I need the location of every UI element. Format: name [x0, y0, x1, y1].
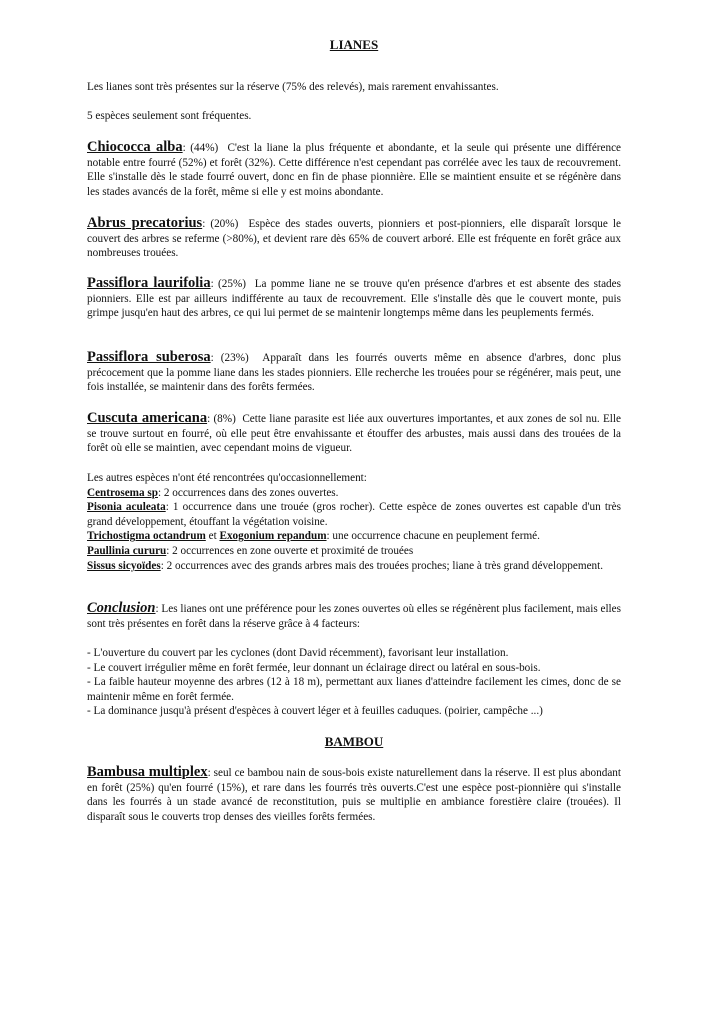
species-text: Espèce des stades ouverts, pionniers et post-pionniers, elle disparaît lorsque le couvert des arbres se referme (>80%), et devient rare dès 65% de couvert arboré. Elle est fréquente en forêt grâce aux nombreuses trouées.: [87, 218, 621, 260]
lianes-title: LIANES: [329, 37, 379, 52]
species-paragraph: [87, 276, 621, 321]
other-species-item: Pisonia aculeata: 1 occurrence dans une trouée (gros rocher). Cette espèce de zones ouvertes est capable d'un très grand développement, étouffant la végétation voisine.: [87, 501, 621, 528]
species-paragraph: [87, 350, 621, 395]
conclusion-points: [87, 646, 621, 719]
other-species-name: Paullinia cururu: [87, 544, 167, 557]
species-text: Cette liane parasite est liée aux ouvertures importantes, et aux zones de sol nu. Elle se trouve surtout en fourré, où elle peut être envahissante et étouffer des arbustes, mais aussi dans des trouées de la forêt où elle se maintien, avec cependant moins de vigueur.: [87, 413, 621, 455]
other-species-intro: Les autres espèces n'ont été rencontrées qu'occasionnellement:: [87, 472, 367, 484]
conclusion-point: - Le couvert irrégulier même en forêt fermée, leur donnant un éclairage direct ou latéral en sous-bois.: [87, 661, 541, 674]
lianes-intro-2: 5 espèces seulement sont fréquentes.: [87, 110, 252, 122]
species-pct: : (44%): [182, 142, 219, 154]
other-species-item: Sissus sicyoïdes: 2 occurrences avec des grands arbres mais des trouées proches; liane à très grand développement.: [87, 559, 604, 572]
bambou-text: : seul ce bambou nain de sous-bois existe naturellement dans la réserve. Il est plus abondant en forêt (25%) qu'en fourré (15%), et rare dans les fourrés très ouverts.C'est une espèce post-pionnière qui s'installe dans les fourrés à un stade avancé de reconstitution, puis se multiplie en ambiance forestière claire (trouées). Il disparaît sous le couverts trop denses des vieilles forêts fermées.: [87, 767, 621, 823]
conclusion-point: - L'ouverture du couvert par les cyclones (dont David récemment), favorisant leur installation.: [87, 647, 509, 659]
species-pct: : (20%): [202, 218, 239, 230]
species-paragraph: [87, 140, 621, 199]
lianes-intro-1: Les lianes sont très présentes sur la réserve (75% des relevés), mais rarement envahissantes.: [87, 81, 499, 93]
other-species-name: Exogonium repandum: [219, 530, 327, 543]
bambou-paragraph: [87, 765, 621, 824]
other-species-name: Trichostigma octandrum: [87, 530, 206, 543]
other-species-item: Centrosema sp: 2 occurrences dans des zones ouvertes.: [87, 486, 339, 499]
species-paragraph: [87, 411, 621, 456]
other-species-item: Paullinia cururu: 2 occurrences en zone ouverte et proximité de trouées: [87, 544, 414, 557]
other-species-name: Centrosema sp: [87, 486, 158, 499]
species-pct: : (23%): [210, 352, 249, 364]
bambou-title: BAMBOU: [324, 734, 384, 749]
conclusion-text: : Les lianes ont une préférence pour les zones ouvertes où elles se régénèrent plus facilement, mais elles sont très présentes en forêt dans la réserve grâce à 4 facteurs:: [87, 603, 621, 630]
species-pct: : (8%): [207, 413, 236, 425]
species-pct: : (25%): [210, 278, 247, 290]
species-name: Passiflora suberosa: [87, 349, 211, 365]
conclusion-point: - La faible hauteur moyenne des arbres (12 à 18 m), permettant aux lianes d'atteindre facilement les cimes, donc de se maintenir même en forêt fermée.: [87, 676, 621, 703]
species-text: Apparaît dans les fourrés ouverts même en absence d'arbres, donc plus précocement que la pomme liane dans les stades pionniers. Elle recherche les trouées pour se régénérer, mais peut, une fois installée, se maintenir dans des forêts fermées.: [87, 352, 622, 394]
species-text: La pomme liane ne se trouve qu'en présence d'arbres et est absente des stades pionniers. Elle est par ailleurs indifférente au taux de recouvrement. Elle s'installe dès que le couvert monte, puis grimpe jusqu'en haut des arbres, ce qui lui permet de se maintenir longtemps même dans les peuplements fermés.: [87, 278, 621, 320]
other-species-name: Sissus sicyoïdes: [87, 559, 161, 572]
conclusion-paragraph: [87, 601, 621, 631]
conclusion-label: Conclusion: [87, 600, 156, 616]
species-name: Abrus precatorius: [87, 215, 203, 231]
species-name: Cuscuta americana: [87, 410, 208, 426]
species-paragraph: [87, 216, 621, 261]
species-name: Passiflora laurifolia: [87, 275, 211, 291]
conclusion-point: - La dominance jusqu'à présent d'espèces à couvert léger et à feuilles caduques. (poirier, campêche ...): [87, 705, 543, 718]
other-species-name: Pisonia aculeata: [87, 501, 166, 514]
bambou-species-name: Bambusa multiplex: [87, 764, 208, 780]
species-text: C'est la liane la plus fréquente et abondante, et la seule qui présente une différence notable entre fourré (52%) et forêt (32%). Cette différence n'est cependant pas corrélée avec les taux de recouvrement. Elle s'installe dès le stade fourré ouvert, donc en fin de phase pionnière. Elle se maintient ensuite et se régénère dans les stades avancés de la forêt, même si elle y est moins abondante.: [87, 142, 622, 198]
species-name: Chiococca alba: [87, 139, 183, 155]
other-species-block: [87, 471, 621, 573]
other-species-item: Trichostigma octandrum et Exogonium repandum: une occurrence chacune en peuplement fermé.: [87, 530, 540, 543]
